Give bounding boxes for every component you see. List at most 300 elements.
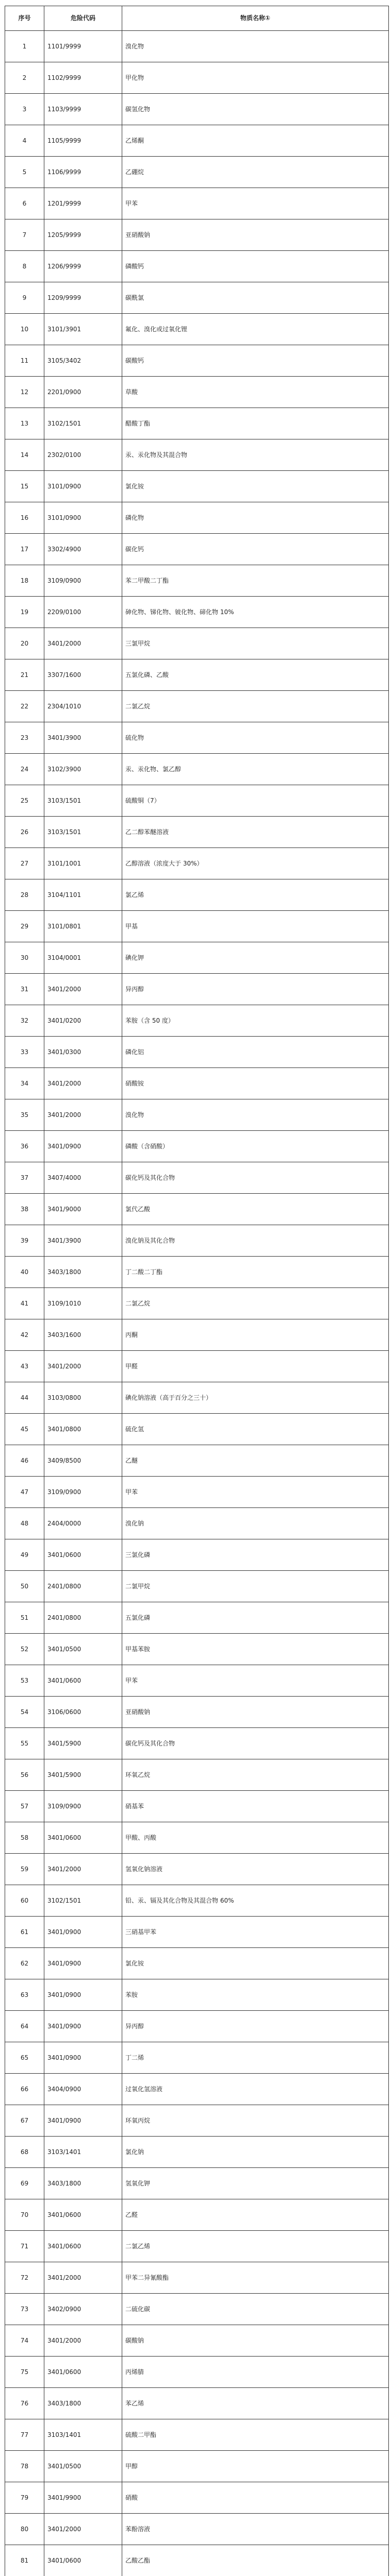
table-row (5, 2168, 389, 2199)
table-row (5, 2388, 389, 2419)
row-name: 三硝基甲苯 (122, 1917, 389, 1948)
row-name: 五氯化磷 (122, 1602, 389, 1634)
row-code: 3403/1800 (44, 1257, 122, 1288)
table-row (5, 31, 389, 62)
row-code: 3401/3900 (44, 1225, 122, 1257)
row-code: 2201/0900 (44, 377, 122, 408)
row-serial: 17 (5, 534, 44, 565)
table-row (5, 251, 389, 282)
row-serial: 56 (5, 1759, 44, 1791)
table-row (5, 1508, 389, 1539)
row-serial: 81 (5, 2545, 44, 2576)
table-row (5, 1822, 389, 1854)
row-code: 3401/0300 (44, 1037, 122, 1068)
row-code: 1103/9999 (44, 94, 122, 125)
row-name: 乙二醇苯醚溶液 (122, 817, 389, 848)
row-code: 1101/9999 (44, 31, 122, 62)
table-row (5, 1099, 389, 1131)
row-serial: 34 (5, 1068, 44, 1099)
header-serial: 序号 (5, 6, 44, 31)
row-code: 3401/2000 (44, 2514, 122, 2545)
row-name: 碘化钾 (122, 942, 389, 974)
row-serial: 29 (5, 911, 44, 942)
row-serial: 80 (5, 2514, 44, 2545)
row-name: 异丙醇 (122, 2011, 389, 2042)
row-code: 3102/1501 (44, 408, 122, 439)
table-row (5, 1257, 389, 1288)
row-code: 1105/9999 (44, 125, 122, 157)
row-code: 1209/9999 (44, 282, 122, 314)
row-serial: 31 (5, 974, 44, 1005)
table-row (5, 314, 389, 345)
row-serial: 8 (5, 251, 44, 282)
row-serial: 35 (5, 1099, 44, 1131)
table-row (5, 62, 389, 94)
row-serial: 7 (5, 219, 44, 251)
table-row (5, 2482, 389, 2514)
row-code: 3401/3900 (44, 722, 122, 754)
table-row (5, 785, 389, 817)
row-name: 硝酸 (122, 2482, 389, 2514)
table-row (5, 1288, 389, 1319)
row-name: 乙醛 (122, 2199, 389, 2231)
row-serial: 47 (5, 1477, 44, 1508)
row-serial: 69 (5, 2168, 44, 2199)
row-code: 1206/9999 (44, 251, 122, 282)
row-name: 硫酸铜（7） (122, 785, 389, 817)
table-row (5, 1571, 389, 1602)
row-code: 3401/0500 (44, 1634, 122, 1665)
row-name: 甲酸、丙酸 (122, 1822, 389, 1854)
row-code: 3401/0600 (44, 2199, 122, 2231)
row-code: 3105/3402 (44, 345, 122, 377)
row-name: 溴化物 (122, 1099, 389, 1131)
table-row (5, 2074, 389, 2105)
row-code: 2401/0800 (44, 1602, 122, 1634)
table-row (5, 1948, 389, 1979)
table-row (5, 2011, 389, 2042)
row-code: 3401/0800 (44, 1414, 122, 1445)
row-name: 硝酸铵 (122, 1068, 389, 1099)
row-code: 3401/0600 (44, 2357, 122, 2388)
row-code: 3109/0900 (44, 565, 122, 597)
row-name: 乙醚 (122, 1445, 389, 1477)
row-code: 3401/0600 (44, 1822, 122, 1854)
row-name: 硫酸二甲酯 (122, 2419, 389, 2451)
table-row (5, 219, 389, 251)
table-row (5, 1602, 389, 1634)
row-name: 硝基苯 (122, 1791, 389, 1822)
row-serial: 5 (5, 157, 44, 188)
table-row (5, 282, 389, 314)
table-row (5, 2199, 389, 2231)
row-code: 3401/2000 (44, 1099, 122, 1131)
row-code: 3401/2000 (44, 974, 122, 1005)
table-row (5, 2294, 389, 2325)
row-name: 砷化物、锑化物、铍化物、碲化物 10% (122, 597, 389, 628)
row-name: 过氧化氢溶液 (122, 2074, 389, 2105)
row-code: 3104/0001 (44, 942, 122, 974)
row-serial: 26 (5, 817, 44, 848)
row-serial: 25 (5, 785, 44, 817)
table-row (5, 534, 389, 565)
row-name: 碳化钙及其化合物 (122, 1162, 389, 1194)
row-name: 草酸 (122, 377, 389, 408)
row-serial: 22 (5, 691, 44, 722)
table-row (5, 1131, 389, 1162)
table-row (5, 974, 389, 1005)
row-code: 3401/0900 (44, 1948, 122, 1979)
row-name: 氯代乙酸 (122, 1194, 389, 1225)
header-name: 物质名称① (122, 6, 389, 31)
row-name: 环氧乙烷 (122, 1759, 389, 1791)
row-name: 硫化物 (122, 722, 389, 754)
row-code: 3401/0500 (44, 2451, 122, 2482)
row-code: 3101/0900 (44, 471, 122, 502)
row-serial: 45 (5, 1414, 44, 1445)
row-name: 丁二烯 (122, 2042, 389, 2074)
table-row (5, 188, 389, 219)
row-code: 3401/2000 (44, 1351, 122, 1382)
table-row (5, 1728, 389, 1759)
table-header-row (5, 6, 389, 31)
row-code: 3401/2000 (44, 1854, 122, 1885)
row-code: 2209/0100 (44, 597, 122, 628)
row-name: 氯化钠 (122, 2137, 389, 2168)
row-name: 硫化氢 (122, 1414, 389, 1445)
table-row (5, 1791, 389, 1822)
row-code: 1205/9999 (44, 219, 122, 251)
row-serial: 67 (5, 2105, 44, 2137)
table-row (5, 2514, 389, 2545)
row-serial: 74 (5, 2325, 44, 2357)
row-name: 三氯甲烷 (122, 628, 389, 659)
row-serial: 1 (5, 31, 44, 62)
row-code: 3401/0900 (44, 2105, 122, 2137)
row-code: 3403/1800 (44, 2388, 122, 2419)
table-row (5, 1445, 389, 1477)
substance-table (5, 6, 389, 2576)
row-code: 3401/0900 (44, 1917, 122, 1948)
table-row (5, 1917, 389, 1948)
row-serial: 18 (5, 565, 44, 597)
row-code: 3401/0600 (44, 1665, 122, 1697)
row-name: 乙醇溶液（浓度大于 30%） (122, 848, 389, 879)
row-serial: 61 (5, 1917, 44, 1948)
row-code: 3403/1600 (44, 1319, 122, 1351)
row-name: 二氯乙烷 (122, 1288, 389, 1319)
table-row (5, 754, 389, 785)
row-name: 甲基 (122, 911, 389, 942)
row-name: 亚硝酸钠 (122, 219, 389, 251)
row-serial: 75 (5, 2357, 44, 2388)
row-name: 乙硼烷 (122, 157, 389, 188)
row-serial: 59 (5, 1854, 44, 1885)
table-row (5, 1351, 389, 1382)
table-row (5, 2042, 389, 2074)
row-serial: 41 (5, 1288, 44, 1319)
table-row (5, 1539, 389, 1571)
row-name: 醋酸丁酯 (122, 408, 389, 439)
row-serial: 57 (5, 1791, 44, 1822)
table-row (5, 722, 389, 754)
row-code: 1201/9999 (44, 188, 122, 219)
row-name: 铅、汞、镉及其化合物及其混合物 60% (122, 1885, 389, 1917)
row-name: 碳化钙 (122, 534, 389, 565)
row-serial: 46 (5, 1445, 44, 1477)
row-code: 3401/0900 (44, 1131, 122, 1162)
row-name: 氯化铵 (122, 1948, 389, 1979)
row-name: 环氧丙烷 (122, 2105, 389, 2137)
row-name: 苯乙烯 (122, 2388, 389, 2419)
row-name: 乙酸乙酯 (122, 2545, 389, 2576)
row-serial: 51 (5, 1602, 44, 1634)
row-serial: 36 (5, 1131, 44, 1162)
row-name: 磷化物 (122, 502, 389, 534)
row-name: 溴化钠 (122, 1508, 389, 1539)
row-code: 3401/0600 (44, 2231, 122, 2262)
row-code: 1106/9999 (44, 157, 122, 188)
row-serial: 70 (5, 2199, 44, 2231)
row-code: 3103/1501 (44, 785, 122, 817)
table-row (5, 2357, 389, 2388)
row-name: 溴化物 (122, 31, 389, 62)
row-serial: 54 (5, 1697, 44, 1728)
table-row (5, 942, 389, 974)
header-code: 危险代码 (44, 6, 122, 31)
row-serial: 71 (5, 2231, 44, 2262)
table-row (5, 1037, 389, 1068)
row-name: 甲苯 (122, 1477, 389, 1508)
row-code: 3101/3901 (44, 314, 122, 345)
row-name: 甲苯二异氰酸酯 (122, 2262, 389, 2294)
row-name: 甲苯 (122, 188, 389, 219)
row-code: 3407/4000 (44, 1162, 122, 1194)
row-code: 3109/0900 (44, 1791, 122, 1822)
row-serial: 76 (5, 2388, 44, 2419)
row-name: 苯胺 (122, 1979, 389, 2011)
table-row (5, 125, 389, 157)
row-name: 碳酸钠 (122, 2325, 389, 2357)
table-row (5, 1068, 389, 1099)
row-name: 溴化钠及其化合物 (122, 1225, 389, 1257)
row-code: 3109/0900 (44, 1477, 122, 1508)
row-code: 3401/0200 (44, 1005, 122, 1037)
row-code: 3104/1101 (44, 879, 122, 911)
row-code: 3401/0900 (44, 2042, 122, 2074)
row-name: 丙酮 (122, 1319, 389, 1351)
row-name: 五氯化磷、乙酸 (122, 659, 389, 691)
row-serial: 64 (5, 2011, 44, 2042)
row-serial: 6 (5, 188, 44, 219)
table-row (5, 2231, 389, 2262)
row-name: 二硫化碳 (122, 2294, 389, 2325)
row-serial: 37 (5, 1162, 44, 1194)
row-code: 3404/0900 (44, 2074, 122, 2105)
row-serial: 32 (5, 1005, 44, 1037)
row-serial: 20 (5, 628, 44, 659)
row-code: 3307/1600 (44, 659, 122, 691)
row-code: 3402/0900 (44, 2294, 122, 2325)
row-serial: 65 (5, 2042, 44, 2074)
row-code: 3401/2000 (44, 2262, 122, 2294)
row-serial: 79 (5, 2482, 44, 2514)
row-name: 苯胺（含 50 度） (122, 1005, 389, 1037)
row-code: 3401/0600 (44, 1539, 122, 1571)
row-name: 苯酚溶液 (122, 2514, 389, 2545)
table-row (5, 1414, 389, 1445)
table-row (5, 1854, 389, 1885)
row-code: 3401/2000 (44, 2325, 122, 2357)
row-name: 二氯乙烷 (122, 691, 389, 722)
row-serial: 15 (5, 471, 44, 502)
row-serial: 48 (5, 1508, 44, 1539)
table-row (5, 1319, 389, 1351)
row-name: 亚硝酸钠 (122, 1697, 389, 1728)
row-code: 2401/0800 (44, 1571, 122, 1602)
row-serial: 28 (5, 879, 44, 911)
row-name: 碳化钙及其化合物 (122, 1728, 389, 1759)
row-serial: 55 (5, 1728, 44, 1759)
table-row (5, 597, 389, 628)
row-serial: 42 (5, 1319, 44, 1351)
row-serial: 13 (5, 408, 44, 439)
row-code: 3102/1501 (44, 1885, 122, 1917)
table-row (5, 691, 389, 722)
row-code: 1102/9999 (44, 62, 122, 94)
row-serial: 9 (5, 282, 44, 314)
table-row (5, 157, 389, 188)
table-row (5, 502, 389, 534)
row-serial: 10 (5, 314, 44, 345)
row-code: 3401/9900 (44, 2482, 122, 2514)
table-body (5, 31, 389, 2576)
row-serial: 53 (5, 1665, 44, 1697)
row-name: 异丙醇 (122, 974, 389, 1005)
row-serial: 63 (5, 1979, 44, 2011)
row-name: 氢氧化钠溶液 (122, 1854, 389, 1885)
row-name: 碳酸钙 (122, 345, 389, 377)
row-serial: 38 (5, 1194, 44, 1225)
row-serial: 11 (5, 345, 44, 377)
table-row (5, 1382, 389, 1414)
row-serial: 72 (5, 2262, 44, 2294)
table-row (5, 1162, 389, 1194)
table-row (5, 2105, 389, 2137)
row-serial: 30 (5, 942, 44, 974)
row-code: 3409/8500 (44, 1445, 122, 1477)
row-name: 甲基苯胺 (122, 1634, 389, 1665)
table-row (5, 1697, 389, 1728)
table-row (5, 1477, 389, 1508)
row-name: 二氯乙烯 (122, 2231, 389, 2262)
row-name: 甲醛 (122, 1351, 389, 1382)
row-name: 乙烯酮 (122, 125, 389, 157)
row-name: 汞、汞化物、氯乙醇 (122, 754, 389, 785)
row-serial: 78 (5, 2451, 44, 2482)
row-serial: 21 (5, 659, 44, 691)
row-serial: 23 (5, 722, 44, 754)
table-row (5, 817, 389, 848)
row-name: 氯乙烯 (122, 879, 389, 911)
row-code: 3103/0800 (44, 1382, 122, 1414)
row-code: 3102/3900 (44, 754, 122, 785)
row-serial: 14 (5, 439, 44, 471)
row-code: 3403/1800 (44, 2168, 122, 2199)
row-code: 3103/1401 (44, 2419, 122, 2451)
row-name: 碳酰氯 (122, 282, 389, 314)
table-row (5, 2137, 389, 2168)
row-code: 3106/0600 (44, 1697, 122, 1728)
row-code: 3101/0900 (44, 502, 122, 534)
row-code: 2302/0100 (44, 439, 122, 471)
row-serial: 62 (5, 1948, 44, 1979)
table-row (5, 628, 389, 659)
table-row (5, 2419, 389, 2451)
row-serial: 39 (5, 1225, 44, 1257)
row-name: 氯化铵 (122, 471, 389, 502)
row-serial: 40 (5, 1257, 44, 1288)
row-serial: 2 (5, 62, 44, 94)
table-row (5, 1979, 389, 2011)
row-code: 3401/9000 (44, 1194, 122, 1225)
row-code: 3109/1010 (44, 1288, 122, 1319)
row-code: 2304/1010 (44, 691, 122, 722)
row-name: 甲醇 (122, 2451, 389, 2482)
row-code: 3401/0600 (44, 2545, 122, 2576)
row-name: 甲苯 (122, 1665, 389, 1697)
table-row (5, 911, 389, 942)
table-row (5, 2325, 389, 2357)
table-row (5, 879, 389, 911)
row-serial: 68 (5, 2137, 44, 2168)
row-serial: 77 (5, 2419, 44, 2451)
row-serial: 43 (5, 1351, 44, 1382)
row-name: 磷化铝 (122, 1037, 389, 1068)
table-row (5, 408, 389, 439)
row-serial: 16 (5, 502, 44, 534)
row-code: 3401/0900 (44, 2011, 122, 2042)
row-serial: 73 (5, 2294, 44, 2325)
row-name: 二氯甲烷 (122, 1571, 389, 1602)
row-name: 氢氧化钾 (122, 2168, 389, 2199)
row-name: 三氯化磷 (122, 1539, 389, 1571)
table-row (5, 565, 389, 597)
row-code: 3103/1501 (44, 817, 122, 848)
row-name: 甲化物 (122, 62, 389, 94)
table-row (5, 1885, 389, 1917)
row-serial: 19 (5, 597, 44, 628)
row-serial: 12 (5, 377, 44, 408)
row-name: 碘化钠溶液（高于百分之三十） (122, 1382, 389, 1414)
row-name: 碳氢化物 (122, 94, 389, 125)
row-code: 2404/0000 (44, 1508, 122, 1539)
row-serial: 24 (5, 754, 44, 785)
row-serial: 50 (5, 1571, 44, 1602)
row-code: 3401/2000 (44, 628, 122, 659)
row-name: 丙烯腈 (122, 2357, 389, 2388)
row-code: 3401/5900 (44, 1759, 122, 1791)
row-serial: 58 (5, 1822, 44, 1854)
table-row (5, 94, 389, 125)
row-name: 丁二酸二丁酯 (122, 1257, 389, 1288)
table-row (5, 2451, 389, 2482)
row-serial: 27 (5, 848, 44, 879)
table-row (5, 1759, 389, 1791)
table-row (5, 471, 389, 502)
table-row (5, 2262, 389, 2294)
table-row (5, 1665, 389, 1697)
